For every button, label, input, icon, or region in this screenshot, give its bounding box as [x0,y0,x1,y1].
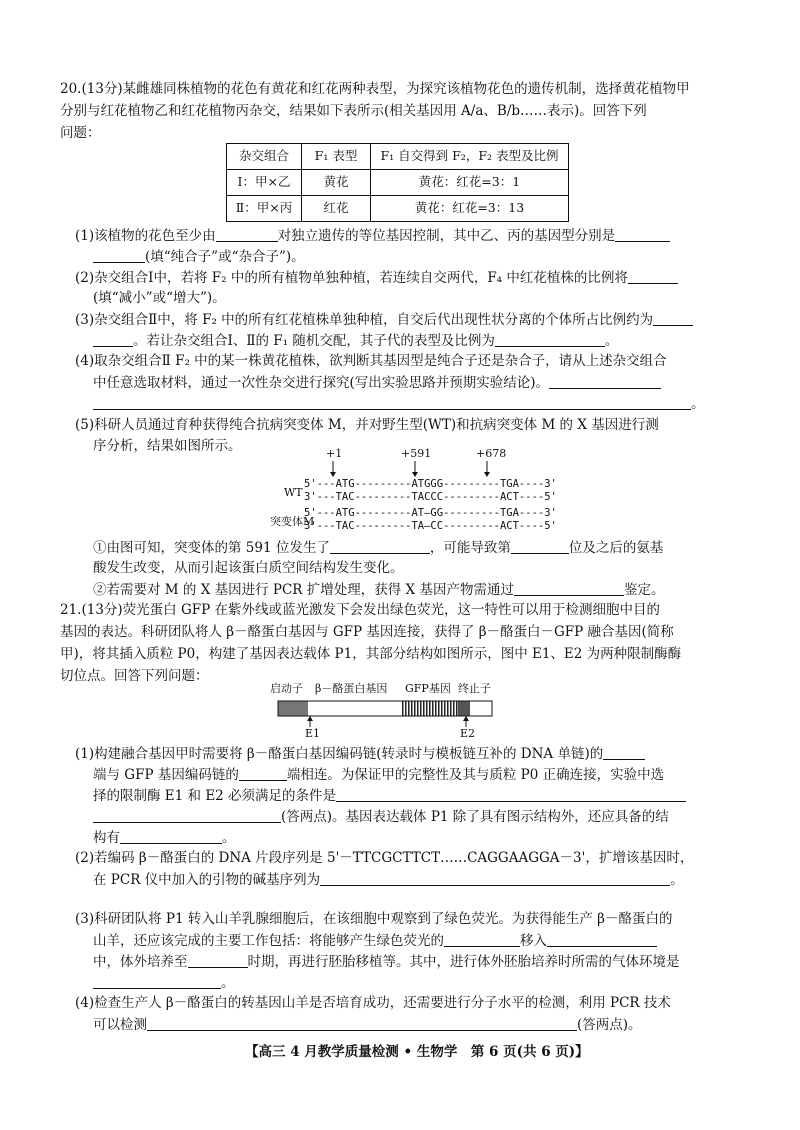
sequence-figure [270,447,557,532]
text: 。 [670,872,684,888]
q21-part3-line2 [93,934,657,949]
promoter-label: 启动子 [270,682,303,695]
answer-blank[interactable] [93,250,145,263]
text: 。 [221,975,235,991]
answer-blank[interactable] [495,334,605,347]
q21-part1-line2 [93,768,664,783]
e1-label: E1 [305,727,321,740]
q20-sub2-line [93,583,664,598]
q20-sub1-line2: 酸发生改变，从而引起该蛋白质空间结构发生变化。 [93,560,404,576]
text: 可以检测 [93,1017,147,1033]
answer-blank[interactable] [330,541,430,554]
answer-blank[interactable] [93,397,691,410]
text: ①由图可知，突变体的第 591 位发生了 [93,540,330,556]
page-footer: 【高三 4 月教学质量检测 • 生物学 第 6 页(共 6 页)】 [245,1044,589,1060]
text: 移入 [520,933,547,949]
q20-line1: 20.(13分)某雌雄同株植物的花色有黄花和红花两种表型，为探究该植物花色的遗传机制，选择黄花植物甲 [60,81,690,97]
mutant-top-strand: 5'---ATG---------AT—GG---------TGA----3' [304,507,557,519]
answer-blank[interactable] [93,976,221,989]
text: 构有 [93,830,120,846]
answer-blank[interactable] [628,271,678,284]
text: 中任意选取材料，通过一次性杂交进行探究(写出实验思路并预期实验结论)。 [93,375,550,391]
answer-blank[interactable] [320,873,670,886]
q20-part1-line2 [93,250,305,265]
q21-part4-line2 [93,1018,642,1033]
q20-part3-line2 [93,334,618,349]
q21-part3-line1: (3)科研团队将 P1 转入山羊乳腺细胞后，在该细胞中观察到了绿色荧光。为获得能生产 β－酪蛋白的 [75,911,673,927]
vector-diagram [270,683,500,743]
q20-part4-line1: (4)取杂交组合Ⅱ F₂ 中的某一株黄花植株，欲判断其基因型是纯合子还是杂合子，请从上述杂交组合 [75,353,667,369]
table-row [227,196,569,222]
answer-blank[interactable] [549,376,661,389]
q21-part1-line3 [93,789,686,804]
text: (1)该植物的花色至少由 [75,228,216,244]
text: 端与 GFP 基因编码链的 [93,767,239,783]
text: ②若需要对 M 的 X 基因进行 PCR 扩增处理，获得 X 基因产物需通过 [93,582,514,598]
text: 。 [222,830,236,846]
q20-part5-line2: 序分析，结果如图所示。 [93,438,242,454]
text: 在 PCR 仪中加入的引物的碱基序列为 [93,872,321,888]
answer-blank[interactable] [444,934,520,947]
q20-part1-line1 [75,229,670,244]
mutant-bottom-strand: 3'---TAC---------TA—CC---------ACT----5' [304,520,557,532]
answer-blank[interactable] [120,831,222,844]
text: 。若让杂交组合Ⅰ、Ⅱ的 F₁ 随机交配，其子代的表型及比例为 [133,333,495,349]
text: 。 [691,396,705,412]
q20-part4-line3 [93,397,705,412]
q21-part1-line5 [93,831,236,846]
wt-label: WT [284,486,303,499]
q21-part1-line1 [75,747,645,762]
table-header: 杂交组合 [227,144,302,170]
terminator-label: 终止子 [458,682,491,695]
position-label: +591 [401,447,432,460]
q20-part2-line1 [75,271,678,286]
answer-blank[interactable] [93,334,133,347]
q21-part3-line3 [93,955,680,970]
text: 位及之后的氨基 [568,540,664,556]
text: ，可能导致第 [429,540,511,556]
answer-blank[interactable] [93,810,281,823]
text: (答两点)。 [577,1017,642,1033]
text: 端相连。为保证甲的完整性及其与质粒 P0 正确连接，实验中选 [286,767,665,783]
q20-part5-line1: (5)科研人员通过育种获得纯合抗病突变体 M，并对野生型(WT)和抗病突变体 M 的 X 基因进行测 [75,417,659,433]
wt-bottom-strand: 3'---TAC---------TACCC---------ACT----5' [304,491,557,503]
answer-blank[interactable] [336,789,686,802]
q21-line3: 甲)，将其插入质粒 P0，构建了基因表达载体 P1，其部分结构如图所示，图中 E1、E2 为两种限制酶酶 [60,646,682,662]
table-cell: 黄花 [302,170,371,196]
position-label: +678 [476,447,507,460]
text: (3)杂交组合Ⅱ中，将 F₂ 中的所有红花植株单独种植，自交后代出现性状分离的个体所占比例约为 [75,312,654,328]
position-label: +1 [326,447,343,460]
answer-blank[interactable] [514,583,624,596]
q20-part4-line2 [93,376,661,391]
q20-part3-line1 [75,313,693,328]
text: 时期，再进行胚胎移植等。其中，进行体外胚胎培养时所需的气体环境是 [247,954,680,970]
text: 山羊，还应该完成的主要工作包括：将能够产生绿色荧光的 [93,933,444,949]
table-cell: 红花 [302,196,371,222]
text: (答两点)。基因表达载体 P1 除了具有图示结构外，还应具备的结 [281,809,669,825]
e2-label: E2 [460,727,476,740]
table-row [227,170,569,196]
answer-blank[interactable] [188,955,248,968]
wt-top-strand: 5'---ATG---------ATGGG---------TGA----3' [304,478,557,490]
q21-line2: 基因的表达。科研团队将人 β－酪蛋白基因与 GFP 基因连接，获得了 β－酪蛋白－GFP 融合基因(简称 [60,624,674,640]
mutant-label: 突变体M [270,515,315,528]
q21-part3-line4 [93,976,235,991]
q21-part2-line1: (2)若编码 β－酪蛋白的 DNA 片段序列是 5'－TTCGCTTCT……CAGGAAGGA－3'，扩增该基因时， [75,850,694,866]
text: 中，体外培养至 [93,954,188,970]
answer-blank[interactable] [147,1018,577,1031]
q21-part4-line1: (4)检查生产人 β－酪蛋白的转基因山羊是否培育成功，还需要进行分子水平的检测，利用 PCR 技术 [75,995,671,1011]
table-cell: 黄花：红花=3：13 [371,196,569,222]
text: (2)杂交组合Ⅰ中，若将 F₂ 中的所有植物单独种植，若连续自交两代，F₄ 中红花植株的比例将 [75,270,628,286]
text: 对独立遗传的等位基因控制，其中乙、丙的基因型分别是 [277,228,616,244]
table-cell: 黄花：红花=3：1 [371,170,569,196]
text: 择的限制酶 E1 和 E2 必须满足的条件是 [93,788,337,804]
gfp-gene-label: GFP基因 [405,682,451,695]
table-cell: Ⅱ：甲×丙 [227,196,302,222]
q20-line2: 分别与红花植物乙和红花植物丙杂交，结果如下表所示(相关基因用 A/a、B/b……表示)。回答下列 [60,103,647,119]
q21-line4: 切位点。回答下列问题： [60,668,209,684]
text: 。 [604,333,619,349]
answer-blank[interactable] [547,934,657,947]
q20-line3: 问题： [60,125,101,141]
q21-part1-line4 [93,810,669,825]
q21-line1: 21.(13分)荧光蛋白 GFP 在紫外线或蓝光激发下会发出绿色荧光，这一特性可以用于检测细胞中目的 [60,602,660,618]
answer-blank[interactable] [603,747,645,760]
table-header-row [227,144,569,170]
casein-gene-label: β－酪蛋白基因 [315,682,388,695]
cross-result-table [226,143,569,222]
answer-blank[interactable] [216,229,278,242]
q20-sub1-line1 [93,541,663,556]
text: 鉴定。 [623,582,665,598]
table-header: F₁ 自交得到 F₂，F₂ 表型及比例 [371,144,569,170]
answer-blank[interactable] [511,541,569,554]
text: (1)构建融合基因甲时需要将 β－酪蛋白基因编码链(转录时与模板链互补的 DNA 单链)的 [75,746,604,762]
q20-part2-line2: (填“减小”或“增大”)。 [93,290,226,306]
q21-part2-line2 [93,873,684,888]
answer-blank[interactable] [239,768,287,781]
table-header: F₁ 表型 [302,144,371,170]
text: (填“纯合子”或“杂合子”)。 [145,249,305,265]
table-cell: Ⅰ：甲×乙 [227,170,302,196]
answer-blank[interactable] [615,229,670,242]
answer-blank[interactable] [653,313,693,326]
